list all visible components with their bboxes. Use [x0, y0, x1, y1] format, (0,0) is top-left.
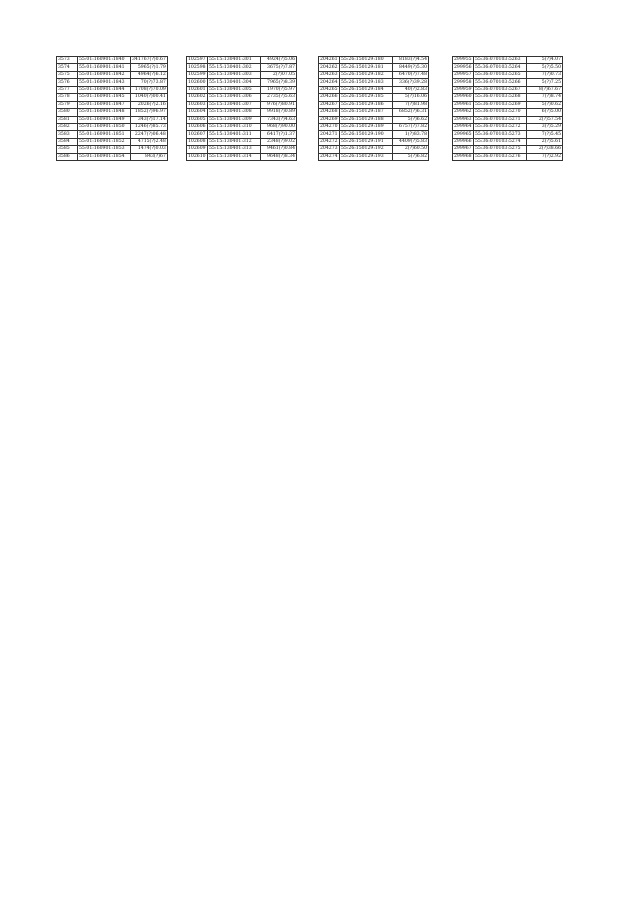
cadastral-number-cell: 55:01:160901:1850 — [78, 123, 131, 130]
cadastral-number-cell: 55:01:160901:1840 — [78, 57, 131, 64]
row-number-cell: 299961 — [454, 101, 472, 107]
row-number-cell: 3578 — [57, 94, 78, 101]
table-row — [319, 71, 429, 78]
value-cell: 2026(?)2.16 — [131, 101, 168, 108]
row-number-cell: 3585 — [57, 146, 78, 153]
row-number-cell: 204267 — [320, 101, 338, 107]
row-number-cell: 299967 — [454, 146, 472, 152]
cadastral-number-cell: 55:15:130401:301 — [208, 57, 261, 64]
table-row — [319, 153, 429, 160]
row-number-cell: 299960 — [454, 94, 472, 100]
cadastral-number-cell: 55:36:070103:5269 — [474, 101, 527, 108]
cadastral-number-cell: 55:26:150129:187 — [340, 109, 393, 116]
row-number-cell: 299966 — [454, 139, 472, 145]
row-number-cell: 204274 — [320, 153, 338, 159]
value-cell: 5965(?)1.79 — [131, 64, 168, 71]
value-cell: 2(?)60.50 — [393, 146, 429, 153]
cadastral-number-cell: 55:15:130401:307 — [208, 101, 261, 108]
row-number-cell: 102597 — [188, 57, 206, 63]
cadastral-number-cell: 55:15:130401:306 — [208, 94, 261, 101]
row-number-cell: 204272 — [320, 139, 338, 145]
value-cell: 7(?)2.92 — [527, 153, 563, 160]
value-cell: 976(?)80.91 — [261, 101, 297, 108]
value-cell: 1708(?)70.09 — [131, 86, 168, 93]
table-row — [187, 116, 297, 123]
cadastral-number-cell: 55:01:160901:1853 — [78, 146, 131, 153]
value-cell: 9918(?)0.89 — [261, 109, 297, 116]
cadastral-number-cell: 55:36:070103:5276 — [474, 153, 527, 160]
row-number-cell: 204270 — [320, 124, 338, 130]
table-row — [187, 131, 297, 138]
cadastral-number-cell: 55:26:150129:180 — [340, 57, 393, 64]
table-row — [319, 146, 429, 153]
cadastral-number-cell: 55:26:150129:184 — [340, 86, 393, 93]
table-row — [57, 109, 168, 116]
cadastral-number-cell: 55:36:070103:5266 — [474, 79, 527, 86]
table-block-3 — [318, 56, 429, 161]
value-cell: 2(?)57.54 — [527, 116, 563, 123]
cadastral-number-cell: 55:26:150129:192 — [340, 146, 393, 153]
value-cell: 1040(?)00.41 — [131, 94, 168, 101]
cadastral-number-cell: 55:36:070103:5267 — [474, 86, 527, 93]
cadastral-number-cell: 55:26:150129:188 — [340, 116, 393, 123]
row-number-cell: 299964 — [454, 124, 472, 130]
cadastral-number-cell: 55:01:160901:1842 — [78, 71, 131, 78]
value-cell: 2247(?)06.48 — [131, 131, 168, 138]
table-row — [453, 131, 563, 138]
row-number-cell: 204265 — [320, 86, 338, 92]
table-row — [57, 94, 168, 101]
value-cell: 8449(?)5.30 — [393, 64, 429, 71]
value-cell: 5(?)6.82 — [393, 153, 429, 160]
value-cell: 70(?)73.87 — [131, 79, 168, 86]
row-number-cell: 299958 — [454, 79, 472, 85]
cadastral-number-cell: 55:01:160901:1848 — [78, 109, 131, 116]
value-cell: 1852(?)96.97 — [131, 109, 168, 116]
table-row — [319, 131, 429, 138]
row-number-cell: 3573 — [57, 57, 78, 64]
row-number-cell: 102602 — [188, 94, 206, 100]
cadastral-number-cell: 55:26:150129:190 — [340, 131, 393, 138]
row-number-cell: 204264 — [320, 79, 338, 85]
row-number-cell: 204262 — [320, 64, 338, 70]
cadastral-number-cell: 55:26:150129:185 — [340, 94, 393, 101]
cadastral-number-cell: 55:01:160901:1843 — [78, 79, 131, 86]
table-row — [57, 153, 168, 160]
table-row — [187, 94, 297, 101]
table-row — [453, 123, 563, 130]
row-number-cell: 204261 — [320, 57, 338, 63]
table-row — [57, 146, 168, 153]
value-cell: 341767(?)0.67 — [132, 57, 166, 63]
cadastral-number-cell: 55:01:160901:1844 — [78, 86, 131, 93]
cadastral-number-cell: 55:15:130401:311 — [208, 131, 261, 138]
value-cell: 3675(?)7.87 — [261, 64, 297, 71]
row-number-cell: 3582 — [57, 123, 78, 130]
row-number-cell: 204271 — [320, 131, 338, 137]
cadastral-number-cell: 55:36:070103:5270 — [474, 109, 527, 116]
cadastral-number-cell: 55:15:130401:312 — [208, 138, 261, 145]
value-cell: 5(?)0.62 — [527, 101, 563, 108]
row-number-cell: 299957 — [454, 72, 472, 78]
value-cell: 9461(?)0.84 — [261, 146, 297, 153]
table-row — [453, 71, 563, 78]
value-cell: 6470(?)7.48 — [393, 71, 429, 78]
table-row — [453, 57, 563, 64]
table-block-1 — [56, 56, 168, 161]
row-number-cell: 3574 — [57, 64, 78, 71]
cadastral-number-cell: 55:15:130401:308 — [208, 109, 261, 116]
cadastral-number-cell: 55:36:070103:5268 — [474, 94, 527, 101]
cadastral-number-cell: 55:01:160901:1854 — [78, 153, 131, 160]
row-number-cell: 299965 — [454, 131, 472, 137]
value-cell: 6(?)5.00 — [527, 109, 563, 116]
value-cell: 336(?)39.28 — [393, 79, 429, 86]
cadastral-number-cell: 55:36:070103:5271 — [474, 116, 527, 123]
table-row — [187, 57, 297, 64]
table-row — [187, 64, 297, 71]
cadastral-number-cell: 55:36:070103:5263 — [474, 57, 527, 64]
value-cell: 4715(?)2.48 — [131, 138, 168, 145]
value-cell: 2735(?)5.63 — [261, 94, 297, 101]
row-number-cell: 102599 — [188, 72, 206, 78]
value-cell: 6852(?)6.31 — [393, 109, 429, 116]
table-row — [319, 116, 429, 123]
cadastral-number-cell: 55:15:130401:305 — [208, 86, 261, 93]
cadastral-number-cell: 55:26:150129:191 — [340, 138, 393, 145]
table-row — [453, 116, 563, 123]
row-number-cell: 3579 — [57, 101, 78, 108]
cadastral-number-cell: 55:15:130401:309 — [208, 116, 261, 123]
table-row — [57, 64, 168, 71]
row-number-cell: 102601 — [188, 86, 206, 92]
value-cell: 5(?)5.50 — [527, 64, 563, 71]
value-cell: 1(?)83.78 — [393, 131, 429, 138]
row-number-cell: 204263 — [320, 72, 338, 78]
value-cell: 4964(?)6.12 — [131, 71, 168, 78]
cadastral-number-cell: 55:15:130401:303 — [208, 71, 261, 78]
value-cell: 8(?)67.67 — [527, 86, 563, 93]
cadastral-number-cell: 55:36:070103:5265 — [474, 71, 527, 78]
table-row — [319, 79, 429, 86]
value-cell: 7(?)0.73 — [527, 71, 563, 78]
cadastral-number-cell: 55:26:150129:181 — [340, 64, 393, 71]
row-number-cell: 102604 — [188, 109, 206, 115]
table-row — [57, 71, 168, 78]
cadastral-number-cell: 55:36:070103:5274 — [474, 138, 527, 145]
cadastral-number-cell: 55:26:150129:193 — [340, 153, 393, 160]
cadastral-number-cell: 55:15:130401:304 — [208, 79, 261, 86]
table-row — [453, 79, 563, 86]
table-row — [319, 109, 429, 116]
cadastral-number-cell: 55:26:150129:189 — [340, 123, 393, 130]
value-cell: 3(?)5.29 — [527, 123, 563, 130]
row-number-cell: 299956 — [454, 64, 472, 70]
cadastral-number-cell: 55:15:130401:314 — [208, 153, 261, 160]
value-cell: 5(?)6.62 — [393, 116, 429, 123]
row-number-cell: 102609 — [188, 146, 206, 152]
table-row — [319, 101, 429, 108]
row-number-cell: 102603 — [188, 101, 206, 107]
cadastral-number-cell: 55:01:160901:1847 — [78, 101, 131, 108]
table-row — [319, 57, 429, 64]
row-number-cell: 204268 — [320, 109, 338, 115]
cadastral-number-cell: 55:36:070103:5264 — [474, 64, 527, 71]
row-number-cell: 102598 — [188, 64, 206, 70]
row-number-cell: 299962 — [454, 109, 472, 115]
cadastral-number-cell: 55:01:160901:1852 — [78, 138, 131, 145]
row-number-cell: 102605 — [188, 116, 206, 122]
value-cell: 1970(?)5.97 — [261, 86, 297, 93]
cadastral-number-cell: 55:15:130401:313 — [208, 146, 261, 153]
table-row — [319, 86, 429, 93]
value-cell: 2(?)5.61 — [527, 138, 563, 145]
row-number-cell: 102610 — [188, 153, 206, 159]
row-number-cell: 3583 — [57, 131, 78, 138]
row-number-cell: 299963 — [454, 116, 472, 122]
table-block-2 — [186, 56, 297, 161]
row-number-cell: 102600 — [188, 79, 206, 85]
value-cell: 40(?)2.83 — [393, 86, 429, 93]
cadastral-number-cell: 55:15:130401:302 — [208, 64, 261, 71]
row-number-cell: 299968 — [454, 153, 472, 159]
table-row — [319, 64, 429, 71]
value-cell: 7(?)5.45 — [527, 131, 563, 138]
value-cell: 8183(?)4.54 — [393, 57, 429, 64]
cadastral-number-cell: 55:01:160901:1849 — [78, 116, 131, 123]
table-row — [187, 101, 297, 108]
cadastral-number-cell: 55:26:150129:182 — [340, 71, 393, 78]
table-row — [57, 57, 168, 64]
row-number-cell: 3580 — [57, 109, 78, 116]
table-row — [453, 146, 563, 153]
value-cell: 5(?)4.07 — [527, 57, 563, 64]
cadastral-number-cell: 55:15:130401:310 — [208, 123, 261, 130]
value-cell: 2(?)38.66 — [527, 146, 563, 153]
value-cell: 4409(?)5.83 — [393, 138, 429, 145]
row-number-cell: 3581 — [57, 116, 78, 123]
cadastral-number-cell: 55:01:160901:1841 — [78, 64, 131, 71]
table-row — [57, 138, 168, 145]
cadastral-number-cell: 55:26:150129:183 — [340, 79, 393, 86]
table-row — [187, 79, 297, 86]
table-row — [57, 101, 168, 108]
table-row — [453, 64, 563, 71]
table-row — [187, 86, 297, 93]
table-row — [319, 123, 429, 130]
table-row — [453, 101, 563, 108]
table-row — [57, 123, 168, 130]
value-cell: 7343(?)4.63 — [261, 116, 297, 123]
row-number-cell: 204266 — [320, 94, 338, 100]
row-number-cell: 3576 — [57, 79, 78, 86]
table-row — [453, 94, 563, 101]
value-cell: 7(?)8.74 — [527, 94, 563, 101]
table-row — [453, 138, 563, 145]
table-row — [57, 116, 168, 123]
table-row — [453, 153, 563, 160]
table-row — [57, 79, 168, 86]
value-cell: 5(?)16.06 — [393, 94, 429, 101]
value-cell: 5(?)7.25 — [527, 79, 563, 86]
cadastral-number-cell: 55:01:160901:1851 — [78, 131, 131, 138]
table-row — [319, 138, 429, 145]
table-row — [453, 86, 563, 93]
row-number-cell: 102606 — [188, 124, 206, 130]
table-row — [187, 153, 297, 160]
table-block-4 — [452, 56, 563, 161]
value-cell: 343(?)17.14 — [131, 116, 168, 123]
row-number-cell: 102607 — [188, 131, 206, 137]
cadastral-number-cell: 55:36:070103:5272 — [474, 123, 527, 130]
value-cell: 843(?)67 — [131, 153, 168, 160]
table-row — [187, 146, 297, 153]
row-number-cell: 3584 — [57, 138, 78, 145]
table-row — [57, 86, 168, 93]
table-row — [453, 109, 563, 116]
cadastral-number-cell: 55:26:150129:186 — [340, 101, 393, 108]
value-cell: 4924(?)5.06 — [261, 57, 297, 64]
value-cell: 1246(?)85.73 — [131, 123, 168, 130]
table-row — [319, 94, 429, 101]
row-number-cell: 3577 — [57, 86, 78, 93]
value-cell: 7(?)81.98 — [393, 101, 429, 108]
cadastral-number-cell: 55:01:160901:1845 — [78, 94, 131, 101]
row-number-cell: 3586 — [57, 153, 78, 160]
table-row — [187, 109, 297, 116]
table-row — [57, 131, 168, 138]
table-row — [187, 123, 297, 130]
cadastral-number-cell: 55:36:070103:5275 — [474, 146, 527, 153]
row-number-cell: 299955 — [454, 57, 472, 63]
row-number-cell: 102608 — [188, 139, 206, 145]
table-row — [187, 138, 297, 145]
row-number-cell: 204273 — [320, 146, 338, 152]
value-cell: 7965(?)8.39 — [261, 79, 297, 86]
value-cell: 6757(?)7.82 — [393, 123, 429, 130]
value-cell: 6417(?)1.37 — [261, 131, 297, 138]
value-cell: 2(?)07.05 — [261, 71, 297, 78]
cadastral-number-cell: 55:36:070103:5273 — [474, 131, 527, 138]
row-number-cell: 3575 — [57, 71, 78, 78]
table-row — [187, 71, 297, 78]
row-number-cell: 299959 — [454, 86, 472, 92]
value-cell: 968(?)90.00 — [261, 123, 297, 130]
row-number-cell: 204269 — [320, 116, 338, 122]
value-cell: 2348(?)9.02 — [261, 138, 297, 145]
value-cell: 9648(?)8.34 — [261, 153, 297, 160]
value-cell: 1474(?)0.03 — [131, 146, 168, 153]
